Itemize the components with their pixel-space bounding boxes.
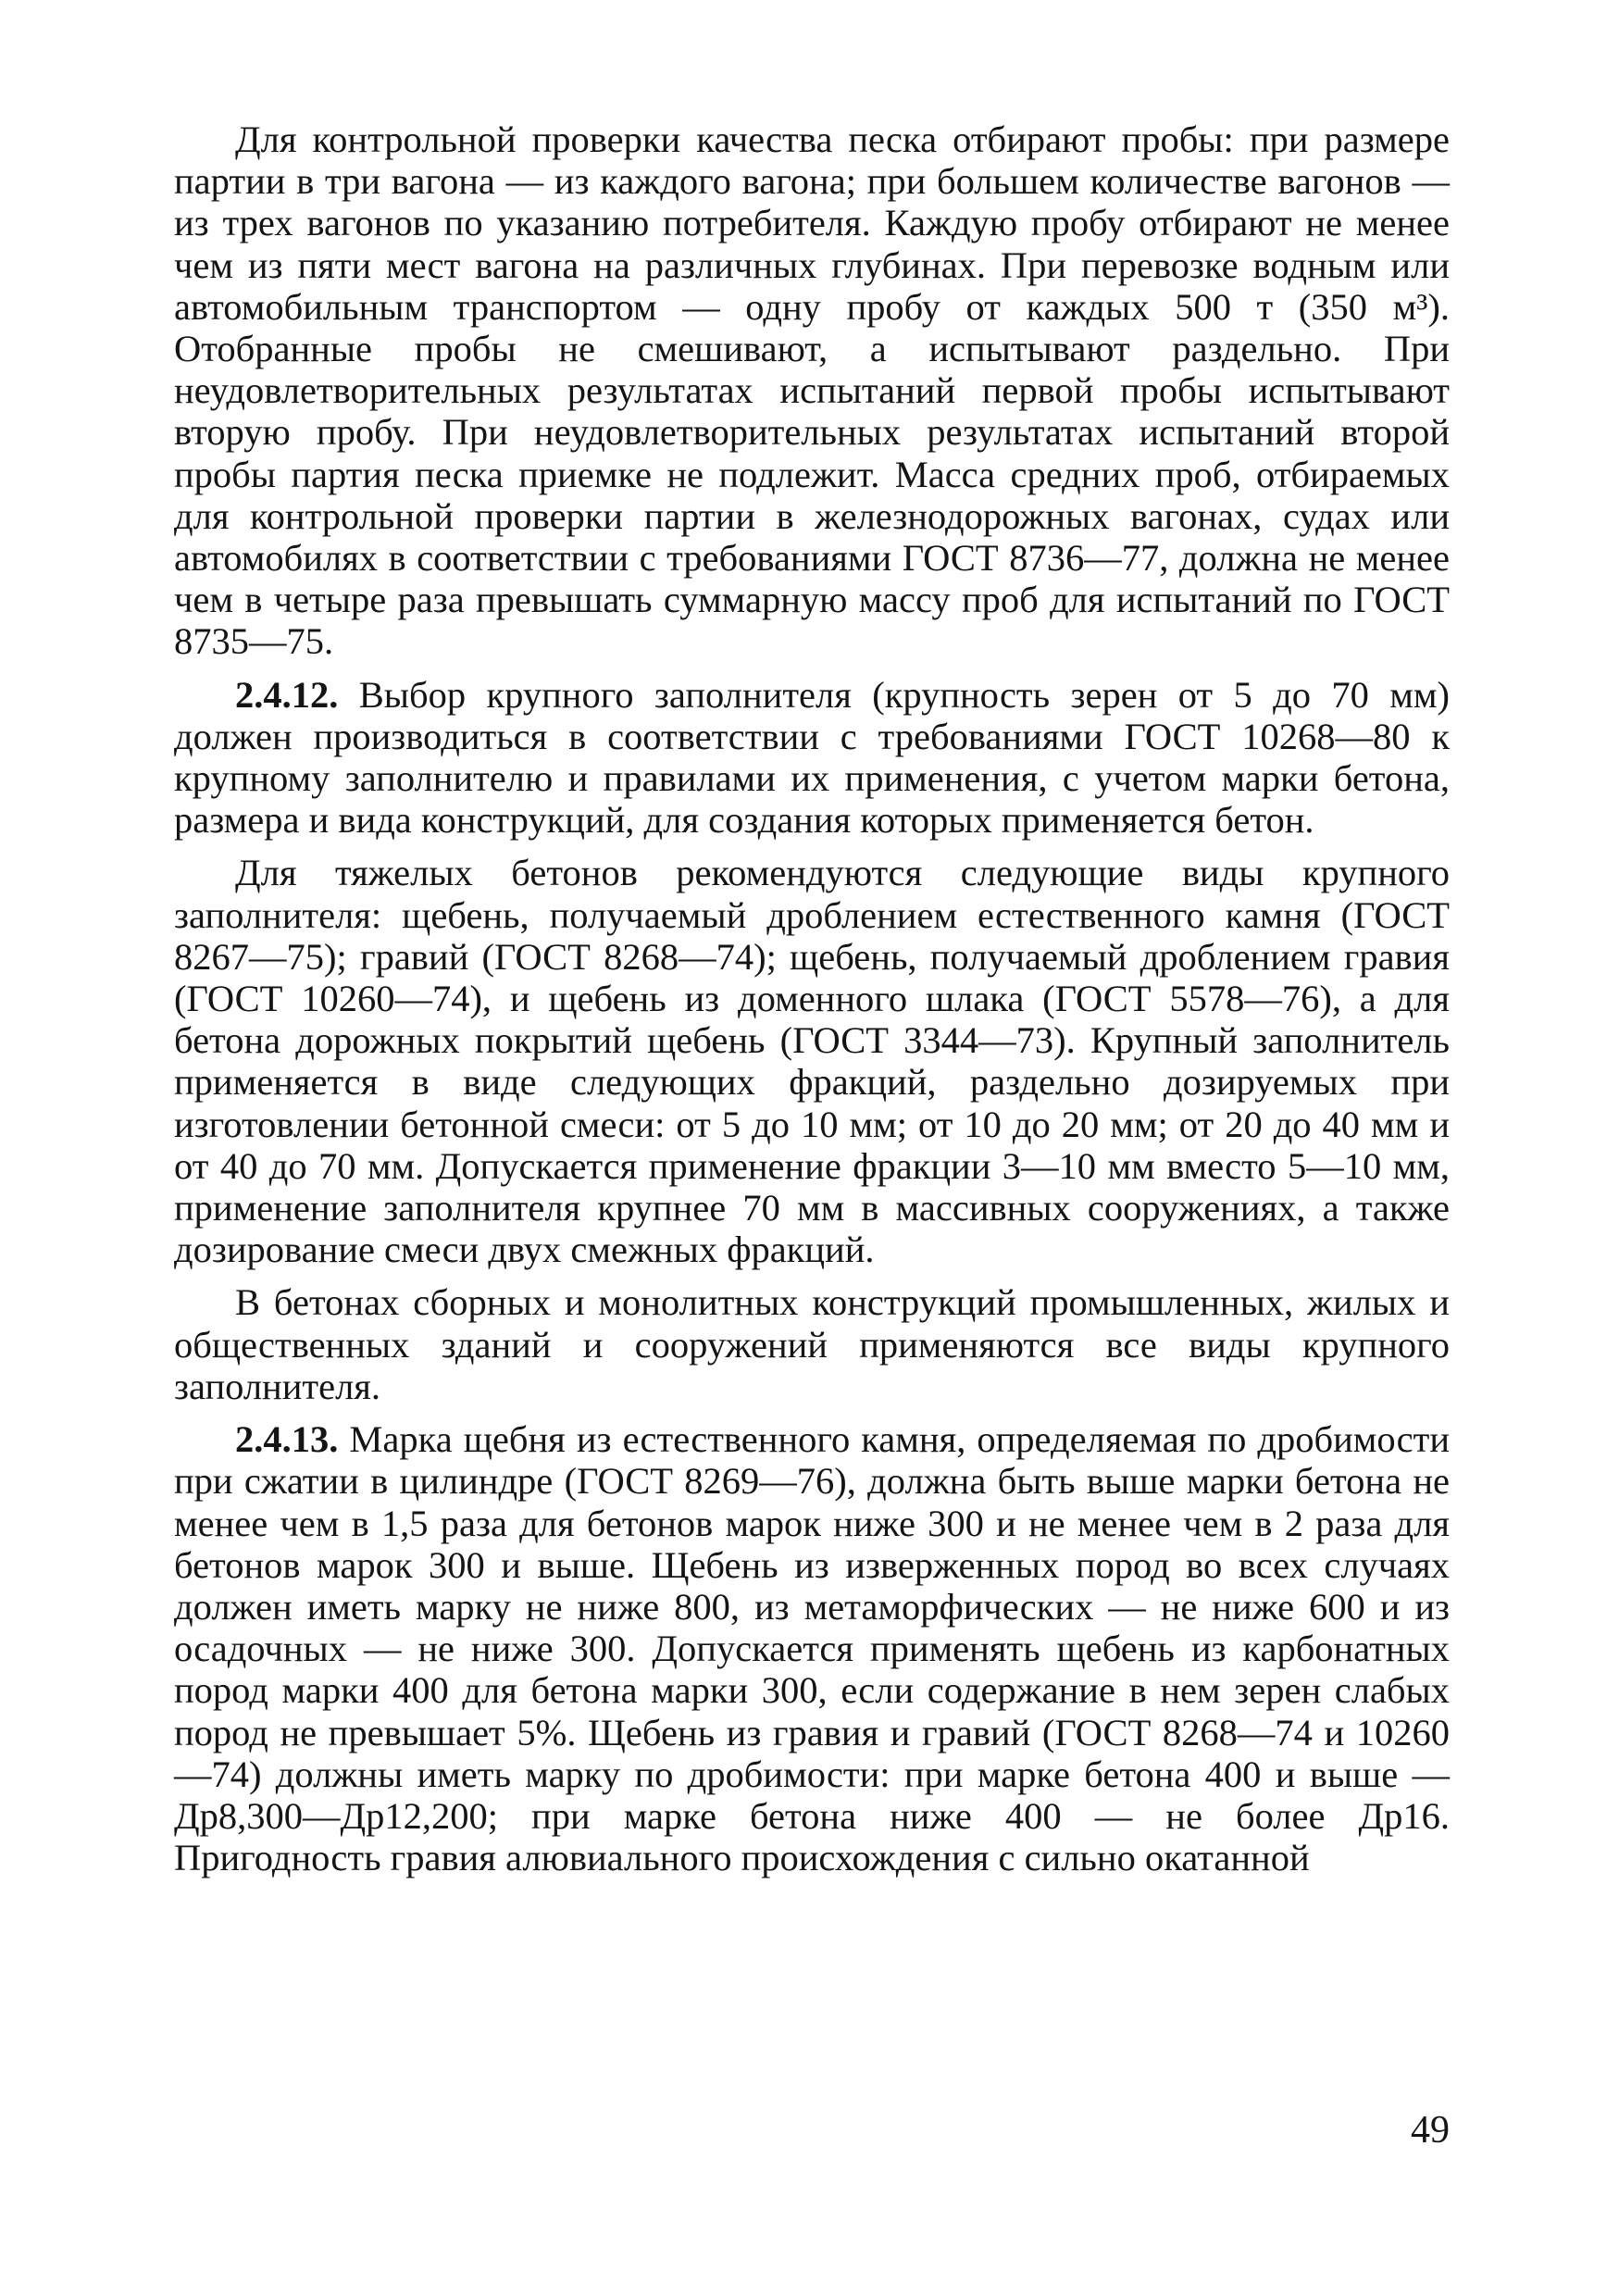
paragraph-sand-sampling xyxy=(174,119,1450,663)
paragraph-2-4-13 xyxy=(174,1418,1450,1878)
paragraph-text: Марка щебня из естественного камня, определяемая по дробимости при сжатии в цилиндре (ГОСТ 8269—76), должна быть выше марки бетона не менее чем в 1,5 раза для бетонов марок ниже 300 и не менее чем в 2 раза для бетонов марок 300 и выше. Щебень из изверженных пород во всех случаях должен иметь марку не ниже 800, из метаморфических — не ниже 600 и из осадочных — не ниже 300. Допускается применять щебень из карбонатных пород марки 400 для бетона марки 300, если содержание в нем зерен слабых пород не превышает 5%. Щебень из гравия и гравий (ГОСТ 8268—74 и 10260—74) должны иметь марку по дробимости: при марке бетона 400 и выше — Др8,300—Др12,200; при марке бетона ниже 400 — не более Др16. Пригодность гравия алювиального происхождения с сильно окатанной xyxy=(174,1418,1450,1879)
paragraph-heavy-concrete-aggregates xyxy=(174,852,1450,1270)
paragraph-text: Для контрольной проверки качества песка отбирают пробы: при размере партии в три вагона — из каждого вагона; при большем количестве вагонов — из трех вагонов по указанию потребителя. Каждую пробу отбирают не менее чем из пяти мест вагона на различных глубинах. При перевозке водным или автомобильным транспортом — одну пробу от каждых 500 т (350 м³). Отобранные пробы не смешивают, а испытывают раздельно. При неудовлетворительных результатах испытаний первой пробы испытывают вторую пробу. При неудовлетворительных результатах испытаний второй пробы партия песка приемке не подлежит. Масса средних проб, отбираемых для контрольной проверки партии в железнодорожных вагонах, судах или автомобилях в соответствии с требованиями ГОСТ 8736—77, должна не менее чем в четыре раза превышать суммарную массу проб для испытаний по ГОСТ 8735—75. xyxy=(174,119,1450,663)
page-body xyxy=(174,119,1450,1878)
paragraph-text: В бетонах сборных и монолитных конструкций промышленных, жилых и общественных зданий и сооружений применяются все виды крупного заполнителя. xyxy=(174,1281,1450,1407)
clause-number: 2.4.13. xyxy=(235,1418,339,1461)
clause-number: 2.4.12. xyxy=(235,673,339,716)
paragraph-text: Выбор крупного заполнителя (крупность зерен от 5 до 70 мм) должен производиться в соответствии с требованиями ГОСТ 10268—80 к крупному заполнителю и правилами их применения, с учетом марки бетона, размера и вида конструкций, для создания которых применяется бетон. xyxy=(174,673,1450,842)
paragraph-precast-monolithic xyxy=(174,1281,1450,1407)
page-number: 49 xyxy=(1411,2109,1450,2152)
paragraph-2-4-12 xyxy=(174,674,1450,842)
paragraph-text: Для тяжелых бетонов рекомендуются следующие виды крупного заполнителя: щебень, получаемый дроблением естественного камня (ГОСТ 8267—75); гравий (ГОСТ 8268—74); щебень, получаемый дроблением гравия (ГОСТ 10260—74), и щебень из доменного шлака (ГОСТ 5578—76), а для бетона дорожных покрытий щебень (ГОСТ 3344—73). Крупный заполнитель применяется в виде следующих фракций, раздельно дозируемых при изготовлении бетонной смеси: от 5 до 10 мм; от 10 до 20 мм; от 20 до 40 мм и от 40 до 70 мм. Допускается применение фракции 3—10 мм вместо 5—10 мм, применение заполнителя крупнее 70 мм в массивных сооружениях, а также дозирование смеси двух смежных фракций. xyxy=(174,852,1450,1271)
